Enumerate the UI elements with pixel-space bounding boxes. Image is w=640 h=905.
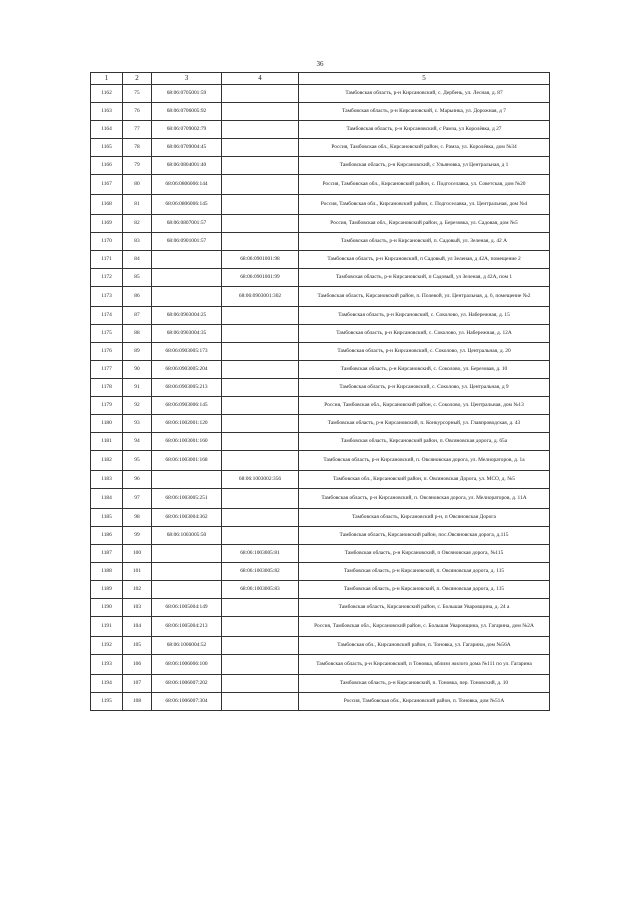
row-number-cell: 1168 — [91, 195, 123, 215]
address-cell: Россия, Тамбовская обл., Кирсановский район, с. Рамза, ул. Королёвка, дом №34 — [299, 139, 550, 157]
address-cell: Тамбовская область, р-н Кирсановский, п. Конкурсорный, ул. Главпроводская, д. 43 — [299, 415, 550, 433]
item-index-cell: 89 — [123, 343, 152, 361]
address-cell: Тамбовская область, р-н Кирсановский, п Тоновка, вблизи жилого дома №111 по ул. Гагарина — [299, 655, 550, 675]
item-index-cell: 100 — [123, 545, 152, 563]
address-cell: Тамбовская область, р-н Кирсановский, с. Марьинка, ул. Дорожная, д 7 — [299, 103, 550, 121]
row-number-cell: 1173 — [91, 287, 123, 307]
land-cadastral-number-cell: 68:06:0804001:40 — [152, 157, 222, 175]
row-number-cell: 1174 — [91, 307, 123, 325]
row-number-cell: 1184 — [91, 489, 123, 509]
table-row — [91, 157, 550, 175]
building-cadastral-number-cell: 68:06:0903001:302 — [222, 287, 299, 307]
land-cadastral-number-cell — [152, 563, 222, 581]
address-cell: Тамбовская область, Кирсановский район, п. Полевой, ул. Центральная, д. 6, помещение №2 — [299, 287, 550, 307]
land-cadastral-number-cell: 68:06:0903005:213 — [152, 379, 222, 397]
land-cadastral-number-cell: 68:06:1005004:213 — [152, 617, 222, 637]
address-cell: Тамбовская область, р-н Кирсановский, п. Овсяновская дорога, д. 115 — [299, 581, 550, 599]
item-index-cell: 106 — [123, 655, 152, 675]
land-cadastral-number-cell: 68:06:1003005:251 — [152, 489, 222, 509]
row-number-cell: 1193 — [91, 655, 123, 675]
table-row — [91, 343, 550, 361]
page-number: 36 — [316, 60, 324, 68]
column-header: 1 — [91, 73, 123, 85]
table-row — [91, 527, 550, 545]
land-cadastral-number-cell — [152, 287, 222, 307]
row-number-cell: 1176 — [91, 343, 123, 361]
item-index-cell: 104 — [123, 617, 152, 637]
column-header: 3 — [152, 73, 222, 85]
item-index-cell: 82 — [123, 215, 152, 233]
building-cadastral-number-cell — [222, 195, 299, 215]
item-index-cell: 75 — [123, 85, 152, 103]
table-row — [91, 361, 550, 379]
item-index-cell: 83 — [123, 233, 152, 251]
row-number-cell: 1195 — [91, 693, 123, 711]
item-index-cell: 92 — [123, 397, 152, 415]
building-cadastral-number-cell — [222, 139, 299, 157]
land-cadastral-number-cell: 68:06:1002001:120 — [152, 415, 222, 433]
item-index-cell: 87 — [123, 307, 152, 325]
building-cadastral-number-cell — [222, 655, 299, 675]
item-index-cell: 102 — [123, 581, 152, 599]
land-cadastral-number-cell: 68:06:1003004:362 — [152, 509, 222, 527]
item-index-cell: 91 — [123, 379, 152, 397]
address-cell: Тамбовская область, р-н Кирсановский, с. Соколово, ул. Набережная, д. 15 — [299, 307, 550, 325]
row-number-cell: 1182 — [91, 451, 123, 471]
address-cell: Тамбовская область, р-н Кирсановский, п Овсяновская дорога, №115 — [299, 545, 550, 563]
address-cell: Тамбовская область, р-н Кирсановский, с Рамза, ул Королёвка, д 27 — [299, 121, 550, 139]
building-cadastral-number-cell — [222, 121, 299, 139]
building-cadastral-number-cell — [222, 215, 299, 233]
item-index-cell: 78 — [123, 139, 152, 157]
building-cadastral-number-cell — [222, 361, 299, 379]
item-index-cell: 101 — [123, 563, 152, 581]
column-header: 5 — [299, 73, 550, 85]
row-number-cell: 1186 — [91, 527, 123, 545]
table-row — [91, 655, 550, 675]
row-number-cell: 1175 — [91, 325, 123, 343]
building-cadastral-number-cell — [222, 233, 299, 251]
address-cell: Тамбовская область, р-н Кирсановский, с. Соколово, ул. Центральная, д 9 — [299, 379, 550, 397]
address-cell: Тамбовская область, Кирсановский район, с. Большая Уваровщина, д. 24 а — [299, 599, 550, 617]
row-number-cell: 1166 — [91, 157, 123, 175]
row-number-cell: 1178 — [91, 379, 123, 397]
row-number-cell: 1162 — [91, 85, 123, 103]
address-cell: Тамбовская обл., Кирсановский район, п. Овсяновская Дорога, ул. МСО, д. №5 — [299, 471, 550, 489]
table-row — [91, 581, 550, 599]
row-number-cell: 1191 — [91, 617, 123, 637]
table-row — [91, 121, 550, 139]
land-cadastral-number-cell — [152, 545, 222, 563]
address-cell: Россия, Тамбовская обл., Кирсановский район, п. Тоновка, дом №51А — [299, 693, 550, 711]
table-row — [91, 617, 550, 637]
address-cell: Тамбовская область, р-н Кирсановский, п Садовый, ул Зеленая, д 42А, пом 1 — [299, 269, 550, 287]
table-row — [91, 195, 550, 215]
building-cadastral-number-cell — [222, 343, 299, 361]
table-row — [91, 693, 550, 711]
row-number-cell: 1190 — [91, 599, 123, 617]
table-row — [91, 287, 550, 307]
address-cell: Тамбовская область, р-н Кирсановский, с. Соколово, ул. Центральная, д. 20 — [299, 343, 550, 361]
item-index-cell: 105 — [123, 637, 152, 655]
building-cadastral-number-cell — [222, 693, 299, 711]
row-number-cell: 1185 — [91, 509, 123, 527]
item-index-cell: 80 — [123, 175, 152, 195]
item-index-cell: 97 — [123, 489, 152, 509]
address-cell: Тамбовская область, р-н Кирсановский, с Ульяновка, ул Центральная, д 1 — [299, 157, 550, 175]
land-cadastral-number-cell: 68:06:0709004:45 — [152, 139, 222, 157]
table-header-row — [91, 73, 550, 85]
table-row — [91, 215, 550, 233]
item-index-cell: 107 — [123, 675, 152, 693]
land-cadastral-number-cell: 68:06:1003005:50 — [152, 527, 222, 545]
item-index-cell: 79 — [123, 157, 152, 175]
address-cell: Россия, Тамбовская обл., Кирсановский район, с. Большая Уваровщина, ул. Гагарина, дом №2А — [299, 617, 550, 637]
building-cadastral-number-cell — [222, 397, 299, 415]
land-cadastral-number-cell: 68:06:1006006:100 — [152, 655, 222, 675]
row-number-cell: 1163 — [91, 103, 123, 121]
building-cadastral-number-cell — [222, 675, 299, 693]
land-cadastral-number-cell: 68:06:0806006:144 — [152, 175, 222, 195]
building-cadastral-number-cell — [222, 599, 299, 617]
table-body — [91, 85, 550, 711]
address-cell: Тамбовская область, Кирсановский р-н, п Овсяновская Дорога — [299, 509, 550, 527]
row-number-cell: 1187 — [91, 545, 123, 563]
item-index-cell: 98 — [123, 509, 152, 527]
building-cadastral-number-cell — [222, 489, 299, 509]
row-number-cell: 1194 — [91, 675, 123, 693]
building-cadastral-number-cell: 68:06:1003005:82 — [222, 563, 299, 581]
table-row — [91, 637, 550, 655]
building-cadastral-number-cell — [222, 307, 299, 325]
property-registry-table — [90, 72, 550, 711]
building-cadastral-number-cell — [222, 527, 299, 545]
address-cell: Россия, Тамбовская обл., Кирсановский район, д. Березовка, ул. Садовая, дом №5 — [299, 215, 550, 233]
table-row — [91, 599, 550, 617]
building-cadastral-number-cell: 68:06:1003005:83 — [222, 581, 299, 599]
building-cadastral-number-cell — [222, 379, 299, 397]
building-cadastral-number-cell — [222, 175, 299, 195]
land-cadastral-number-cell: 68:06:0806006:145 — [152, 195, 222, 215]
table-row — [91, 563, 550, 581]
land-cadastral-number-cell — [152, 471, 222, 489]
building-cadastral-number-cell — [222, 617, 299, 637]
item-index-cell: 88 — [123, 325, 152, 343]
table-row — [91, 509, 550, 527]
land-cadastral-number-cell: 68:06:0706005:92 — [152, 103, 222, 121]
item-index-cell: 85 — [123, 269, 152, 287]
building-cadastral-number-cell — [222, 451, 299, 471]
land-cadastral-number-cell: 68:06:0705001:59 — [152, 85, 222, 103]
row-number-cell: 1167 — [91, 175, 123, 195]
item-index-cell: 90 — [123, 361, 152, 379]
building-cadastral-number-cell — [222, 509, 299, 527]
address-cell: Тамбовская область, р-н Кирсановский, п. Садовый, ул. Зеленая, д. 42 А — [299, 233, 550, 251]
item-index-cell: 84 — [123, 251, 152, 269]
building-cadastral-number-cell — [222, 415, 299, 433]
land-cadastral-number-cell: 68:06:1006004:52 — [152, 637, 222, 655]
building-cadastral-number-cell: 68:06:1003005:81 — [222, 545, 299, 563]
table-row — [91, 415, 550, 433]
land-cadastral-number-cell: 68:06:0903005:173 — [152, 343, 222, 361]
row-number-cell: 1171 — [91, 251, 123, 269]
column-header: 2 — [123, 73, 152, 85]
row-number-cell: 1188 — [91, 563, 123, 581]
address-cell: Тамбовская область, р-н Кирсановский, с. Соколово, ул. Набережная, д. 12А — [299, 325, 550, 343]
row-number-cell: 1180 — [91, 415, 123, 433]
address-cell: Тамбовская область, Кирсановский район, п. Овсяновская дорога, д. 65а — [299, 433, 550, 451]
building-cadastral-number-cell: 68:06:0901001:98 — [222, 251, 299, 269]
building-cadastral-number-cell — [222, 85, 299, 103]
column-header: 4 — [222, 73, 299, 85]
item-index-cell: 108 — [123, 693, 152, 711]
row-number-cell: 1172 — [91, 269, 123, 287]
table-row — [91, 85, 550, 103]
item-index-cell: 93 — [123, 415, 152, 433]
table-row — [91, 251, 550, 269]
land-cadastral-number-cell: 68:06:1005004:149 — [152, 599, 222, 617]
building-cadastral-number-cell: 68:06:1003002:356 — [222, 471, 299, 489]
table-row — [91, 379, 550, 397]
address-cell: Тамбовская область, р-н Кирсановский, п. Тоновка, пер. Тоновский, д. 10 — [299, 675, 550, 693]
table-row — [91, 489, 550, 509]
address-cell: Тамбовская область, р-н Кирсановский, с. Дербень, ул. Лесная, д. 87 — [299, 85, 550, 103]
item-index-cell: 96 — [123, 471, 152, 489]
item-index-cell: 95 — [123, 451, 152, 471]
land-cadastral-number-cell: 68:06:0903006:145 — [152, 397, 222, 415]
building-cadastral-number-cell — [222, 433, 299, 451]
land-cadastral-number-cell: 68:06:0903005:204 — [152, 361, 222, 379]
item-index-cell: 81 — [123, 195, 152, 215]
land-cadastral-number-cell: 68:06:0901001:57 — [152, 233, 222, 251]
building-cadastral-number-cell: 68:06:0901001:99 — [222, 269, 299, 287]
address-cell: Тамбовская область, Кирсановский район, пос.Овсяновская дорога, д.115 — [299, 527, 550, 545]
item-index-cell: 94 — [123, 433, 152, 451]
row-number-cell: 1164 — [91, 121, 123, 139]
address-cell: Россия, Тамбовская обл., Кирсановский район, с. Подгоселавка, ул. Советская, дом №20 — [299, 175, 550, 195]
row-number-cell: 1165 — [91, 139, 123, 157]
item-index-cell: 86 — [123, 287, 152, 307]
land-cadastral-number-cell: 68:06:0903004:35 — [152, 325, 222, 343]
land-cadastral-number-cell: 68:06:0709002:79 — [152, 121, 222, 139]
address-cell: Россия, Тамбовская обл., Кирсановский район, с. Подгоселавка, ул. Центральная, дом №4 — [299, 195, 550, 215]
building-cadastral-number-cell — [222, 157, 299, 175]
land-cadastral-number-cell — [152, 251, 222, 269]
land-cadastral-number-cell: 68:06:1006007:202 — [152, 675, 222, 693]
address-cell: Тамбовская область, р-н Кирсановский, п Садовый, ул Зеленая, д 42А, помещение 2 — [299, 251, 550, 269]
land-cadastral-number-cell: 68:06:1003001:160 — [152, 433, 222, 451]
land-cadastral-number-cell: 68:06:1003001:168 — [152, 451, 222, 471]
row-number-cell: 1177 — [91, 361, 123, 379]
building-cadastral-number-cell — [222, 325, 299, 343]
address-cell: Тамбовская область, р-н Кирсановский, с. Соколово, ул. Березовая, д. 10 — [299, 361, 550, 379]
item-index-cell: 103 — [123, 599, 152, 617]
row-number-cell: 1169 — [91, 215, 123, 233]
table-row — [91, 545, 550, 563]
address-cell: Россия, Тамбовская обл., Кирсановский район, с. Соколово, ул. Центральная, дом №13 — [299, 397, 550, 415]
table-row — [91, 325, 550, 343]
building-cadastral-number-cell — [222, 103, 299, 121]
address-cell: Тамбовская обл., Кирсановский район, п. Тоновка, ул. Гагарина, дом №56А — [299, 637, 550, 655]
item-index-cell: 77 — [123, 121, 152, 139]
address-cell: Тамбовская область, р-н Кирсановский, п. Овсяновская дорога, ул. Мелиораторов, д. 1а — [299, 451, 550, 471]
land-cadastral-number-cell: 68:06:0903004:25 — [152, 307, 222, 325]
item-index-cell: 99 — [123, 527, 152, 545]
table-row — [91, 307, 550, 325]
row-number-cell: 1192 — [91, 637, 123, 655]
table-row — [91, 233, 550, 251]
table-row — [91, 471, 550, 489]
row-number-cell: 1170 — [91, 233, 123, 251]
land-cadastral-number-cell: 68:06:0807001:57 — [152, 215, 222, 233]
address-cell: Тамбовская область, р-н Кирсановский, п. Овсяновская дорога, д. 115 — [299, 563, 550, 581]
row-number-cell: 1183 — [91, 471, 123, 489]
table-row — [91, 397, 550, 415]
table-row — [91, 269, 550, 287]
land-cadastral-number-cell — [152, 269, 222, 287]
table-row — [91, 433, 550, 451]
table-row — [91, 175, 550, 195]
table-row — [91, 675, 550, 693]
row-number-cell: 1189 — [91, 581, 123, 599]
building-cadastral-number-cell — [222, 637, 299, 655]
row-number-cell: 1181 — [91, 433, 123, 451]
row-number-cell: 1179 — [91, 397, 123, 415]
table-row — [91, 103, 550, 121]
address-cell: Тамбовская область, р-н Кирсановский, п. Овсяновская дорога, ул. Мелиораторов, д. 11А — [299, 489, 550, 509]
land-cadastral-number-cell — [152, 581, 222, 599]
table-row — [91, 139, 550, 157]
table-row — [91, 451, 550, 471]
item-index-cell: 76 — [123, 103, 152, 121]
land-cadastral-number-cell: 68:06:1006007:304 — [152, 693, 222, 711]
